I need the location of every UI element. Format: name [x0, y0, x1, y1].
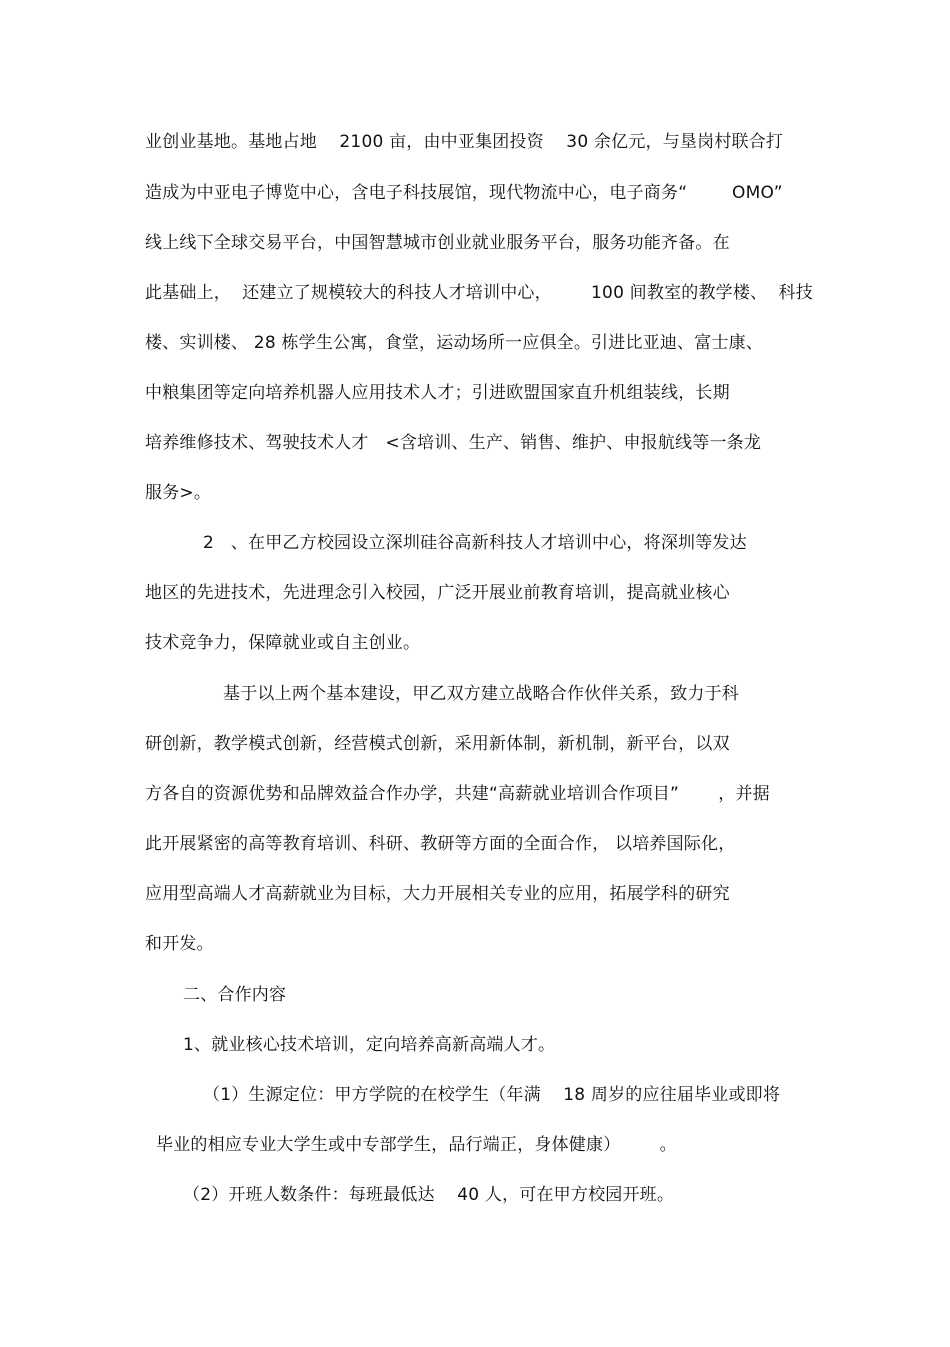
text-line-20: （1）生源定位：甲方学院的在校学生（年满 18 周岁的应往届毕业或即将 [203, 1085, 781, 1105]
text-line-4: 此基础上， 还建立了规模较大的科技人才培训中心， 100 间教室的教学楼、 科技 [145, 283, 813, 303]
text-line-5: 楼、实训楼、 28 栋学生公寓，食堂，运动场所一应俱全。引进比亚迪、富士康、 [145, 333, 764, 353]
text-line-11: 技术竞争力，保障就业或自主创业。 [145, 633, 421, 653]
text-line-19: 1、就业核心技术培训，定向培养高新高端人才。 [183, 1035, 556, 1055]
text-line-10: 地区的先进技术，先进理念引入校园，广泛开展业前教育培训，提高就业核心 [145, 583, 730, 603]
text-line-3: 线上线下全球交易平台，中国智慧城市创业就业服务平台，服务功能齐备。在 [145, 233, 730, 253]
text-line-7: 培养维修技术、驾驶技术人才 <含培训、生产、销售、维护、申报航线等一条龙 [145, 433, 762, 453]
text-line-14: 方各自的资源优势和品牌效益合作办学，共建“高薪就业培训合作项目” ，并据 [145, 784, 770, 804]
text-line-12: 基于以上两个基本建设，甲乙双方建立战略合作伙伴关系，致力于科 [223, 684, 739, 704]
text-line-15: 此开展紧密的高等教育培训、科研、教研等方面的全面合作， 以培养国际化， [145, 834, 736, 854]
section-heading: 二、合作内容 [183, 985, 287, 1005]
text-line-6: 中粮集团等定向培养机器人应用技术人才；引进欧盟国家直升机组装线，长期 [145, 383, 730, 403]
text-line-17: 和开发。 [145, 934, 214, 954]
text-line-13: 研创新，教学模式创新，经营模式创新，采用新体制，新机制，新平台，以双 [145, 734, 730, 754]
text-line-9: 2 、在甲乙方校园设立深圳硅谷高新科技人才培训中心，将深圳等发达 [203, 533, 747, 553]
text-line-2: 造成为中亚电子博览中心，含电子科技展馆，现代物流中心，电子商务“ OMO” [145, 183, 783, 203]
text-line-1: 业创业基地。基地占地 2100 亩，由中亚集团投资 30 余亿元，与垦岗村联合打 [145, 132, 784, 152]
text-line-8: 服务>。 [145, 483, 212, 503]
text-line-16: 应用型高端人才高薪就业为目标，大力开展相关专业的应用，拓展学科的研究 [145, 884, 730, 904]
text-line-21: 毕业的相应专业大学生或中专部学生，品行端正，身体健康） 。 [156, 1135, 677, 1155]
text-line-22: （2）开班人数条件：每班最低达 40 人，可在甲方校园开班。 [183, 1185, 675, 1205]
